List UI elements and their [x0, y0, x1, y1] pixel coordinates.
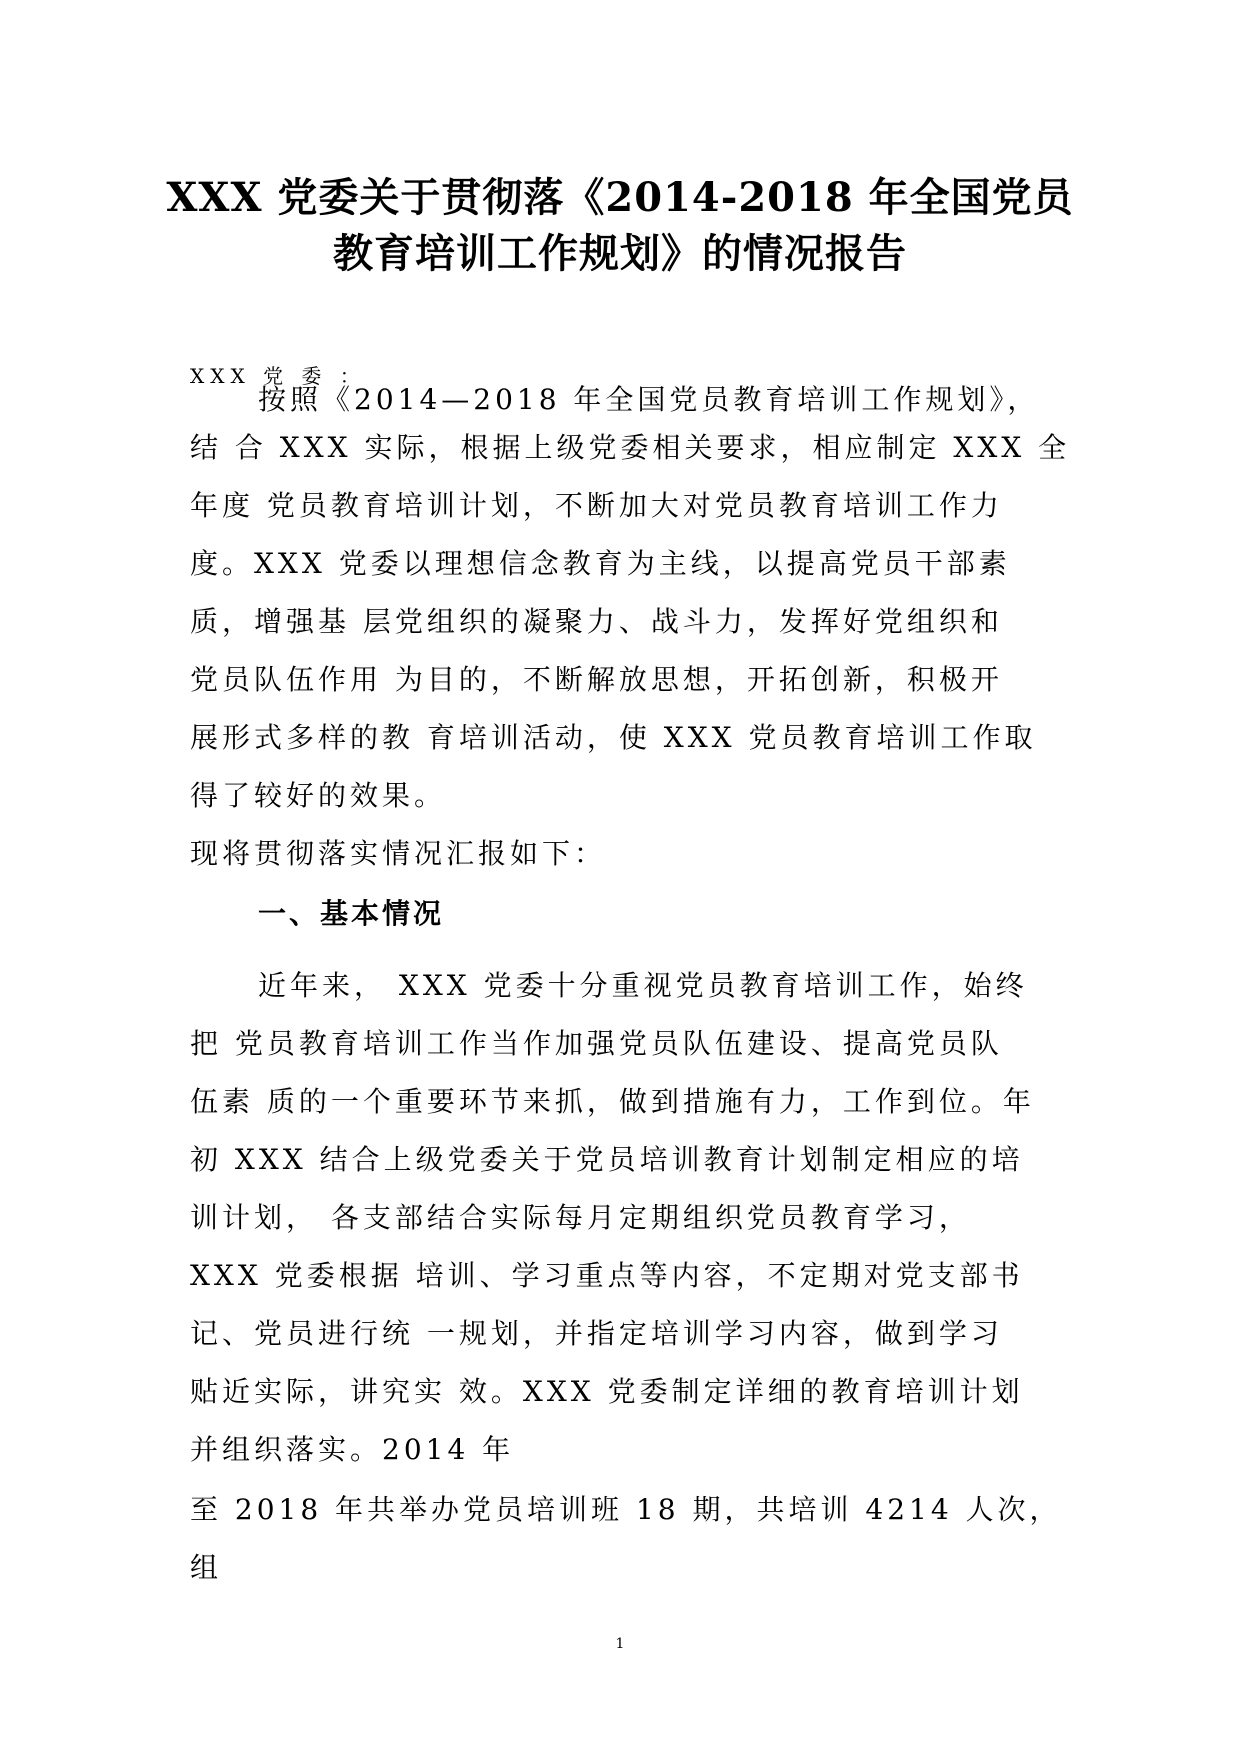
paragraph-line: 结 合 XXX 实际，根据上级党委相关要求，相应制定 XXX 全	[190, 431, 1071, 464]
paragraph-line: 组	[190, 1551, 223, 1584]
document-title-line-1: XXX 党委关于贯彻落《2014-2018 年全国党员	[166, 174, 1074, 221]
paragraph-line: 把 党员教育培训工作当作加强党员队伍建设、提高党员队	[190, 1027, 1003, 1060]
paragraph-line: XXX 党委根据 培训、学习重点等内容，不定期对党支部书	[190, 1259, 1024, 1292]
paragraph-line: 党员队伍作用 为目的，不断解放思想，开拓创新，积极开	[190, 663, 1003, 696]
paragraph-line: 展形式多样的教 育培训活动，使 XXX 党员教育培训工作取	[190, 721, 1037, 754]
paragraph-line: 贴近实际，讲究实 效。XXX 党委制定详细的教育培训计划	[190, 1375, 1024, 1408]
paragraph-line: 质，增强基 层党组织的凝聚力、战斗力，发挥好党组织和	[190, 605, 1003, 638]
paragraph-line: 伍素 质的一个重要环节来抓，做到措施有力，工作到位。年	[190, 1085, 1035, 1118]
section-heading: 一、基本情况	[258, 897, 445, 930]
paragraph-line: 现将贯彻落实情况汇报如下：	[190, 837, 607, 870]
paragraph-line: 训计划， 各支部结合实际每月定期组织党员教育学习，	[190, 1201, 971, 1234]
paragraph-line: 近年来， XXX 党委十分重视党员教育培训工作，始终	[258, 969, 1028, 1002]
paragraph-line: 初 XXX 结合上级党委关于党员培训教育计划制定相应的培	[190, 1143, 1024, 1176]
page-number: 1	[615, 1636, 625, 1652]
document-title-line-2: 教育培训工作规划》的情况报告	[333, 230, 907, 277]
addressee: XXX 党 委 ：	[190, 364, 366, 388]
paragraph-line: 按照《2014—2018 年全国党员教育培训工作规划》，	[258, 383, 1040, 416]
paragraph-line: 至 2018 年共举办党员培训班 18 期，共培训 4214 人次，	[190, 1493, 1062, 1526]
paragraph-line: 得了较好的效果。	[190, 779, 447, 812]
paragraph-line: 年度 党员教育培训计划，不断加大对党员教育培训工作力	[190, 489, 1003, 522]
paragraph-line: 记、党员进行统 一规划，并指定培训学习内容，做到学习	[190, 1317, 1003, 1350]
paragraph-line: 度。XXX 党委以理想信念教育为主线，以提高党员干部素	[190, 547, 1011, 580]
paragraph-line: 并组织落实。2014 年	[190, 1433, 515, 1466]
